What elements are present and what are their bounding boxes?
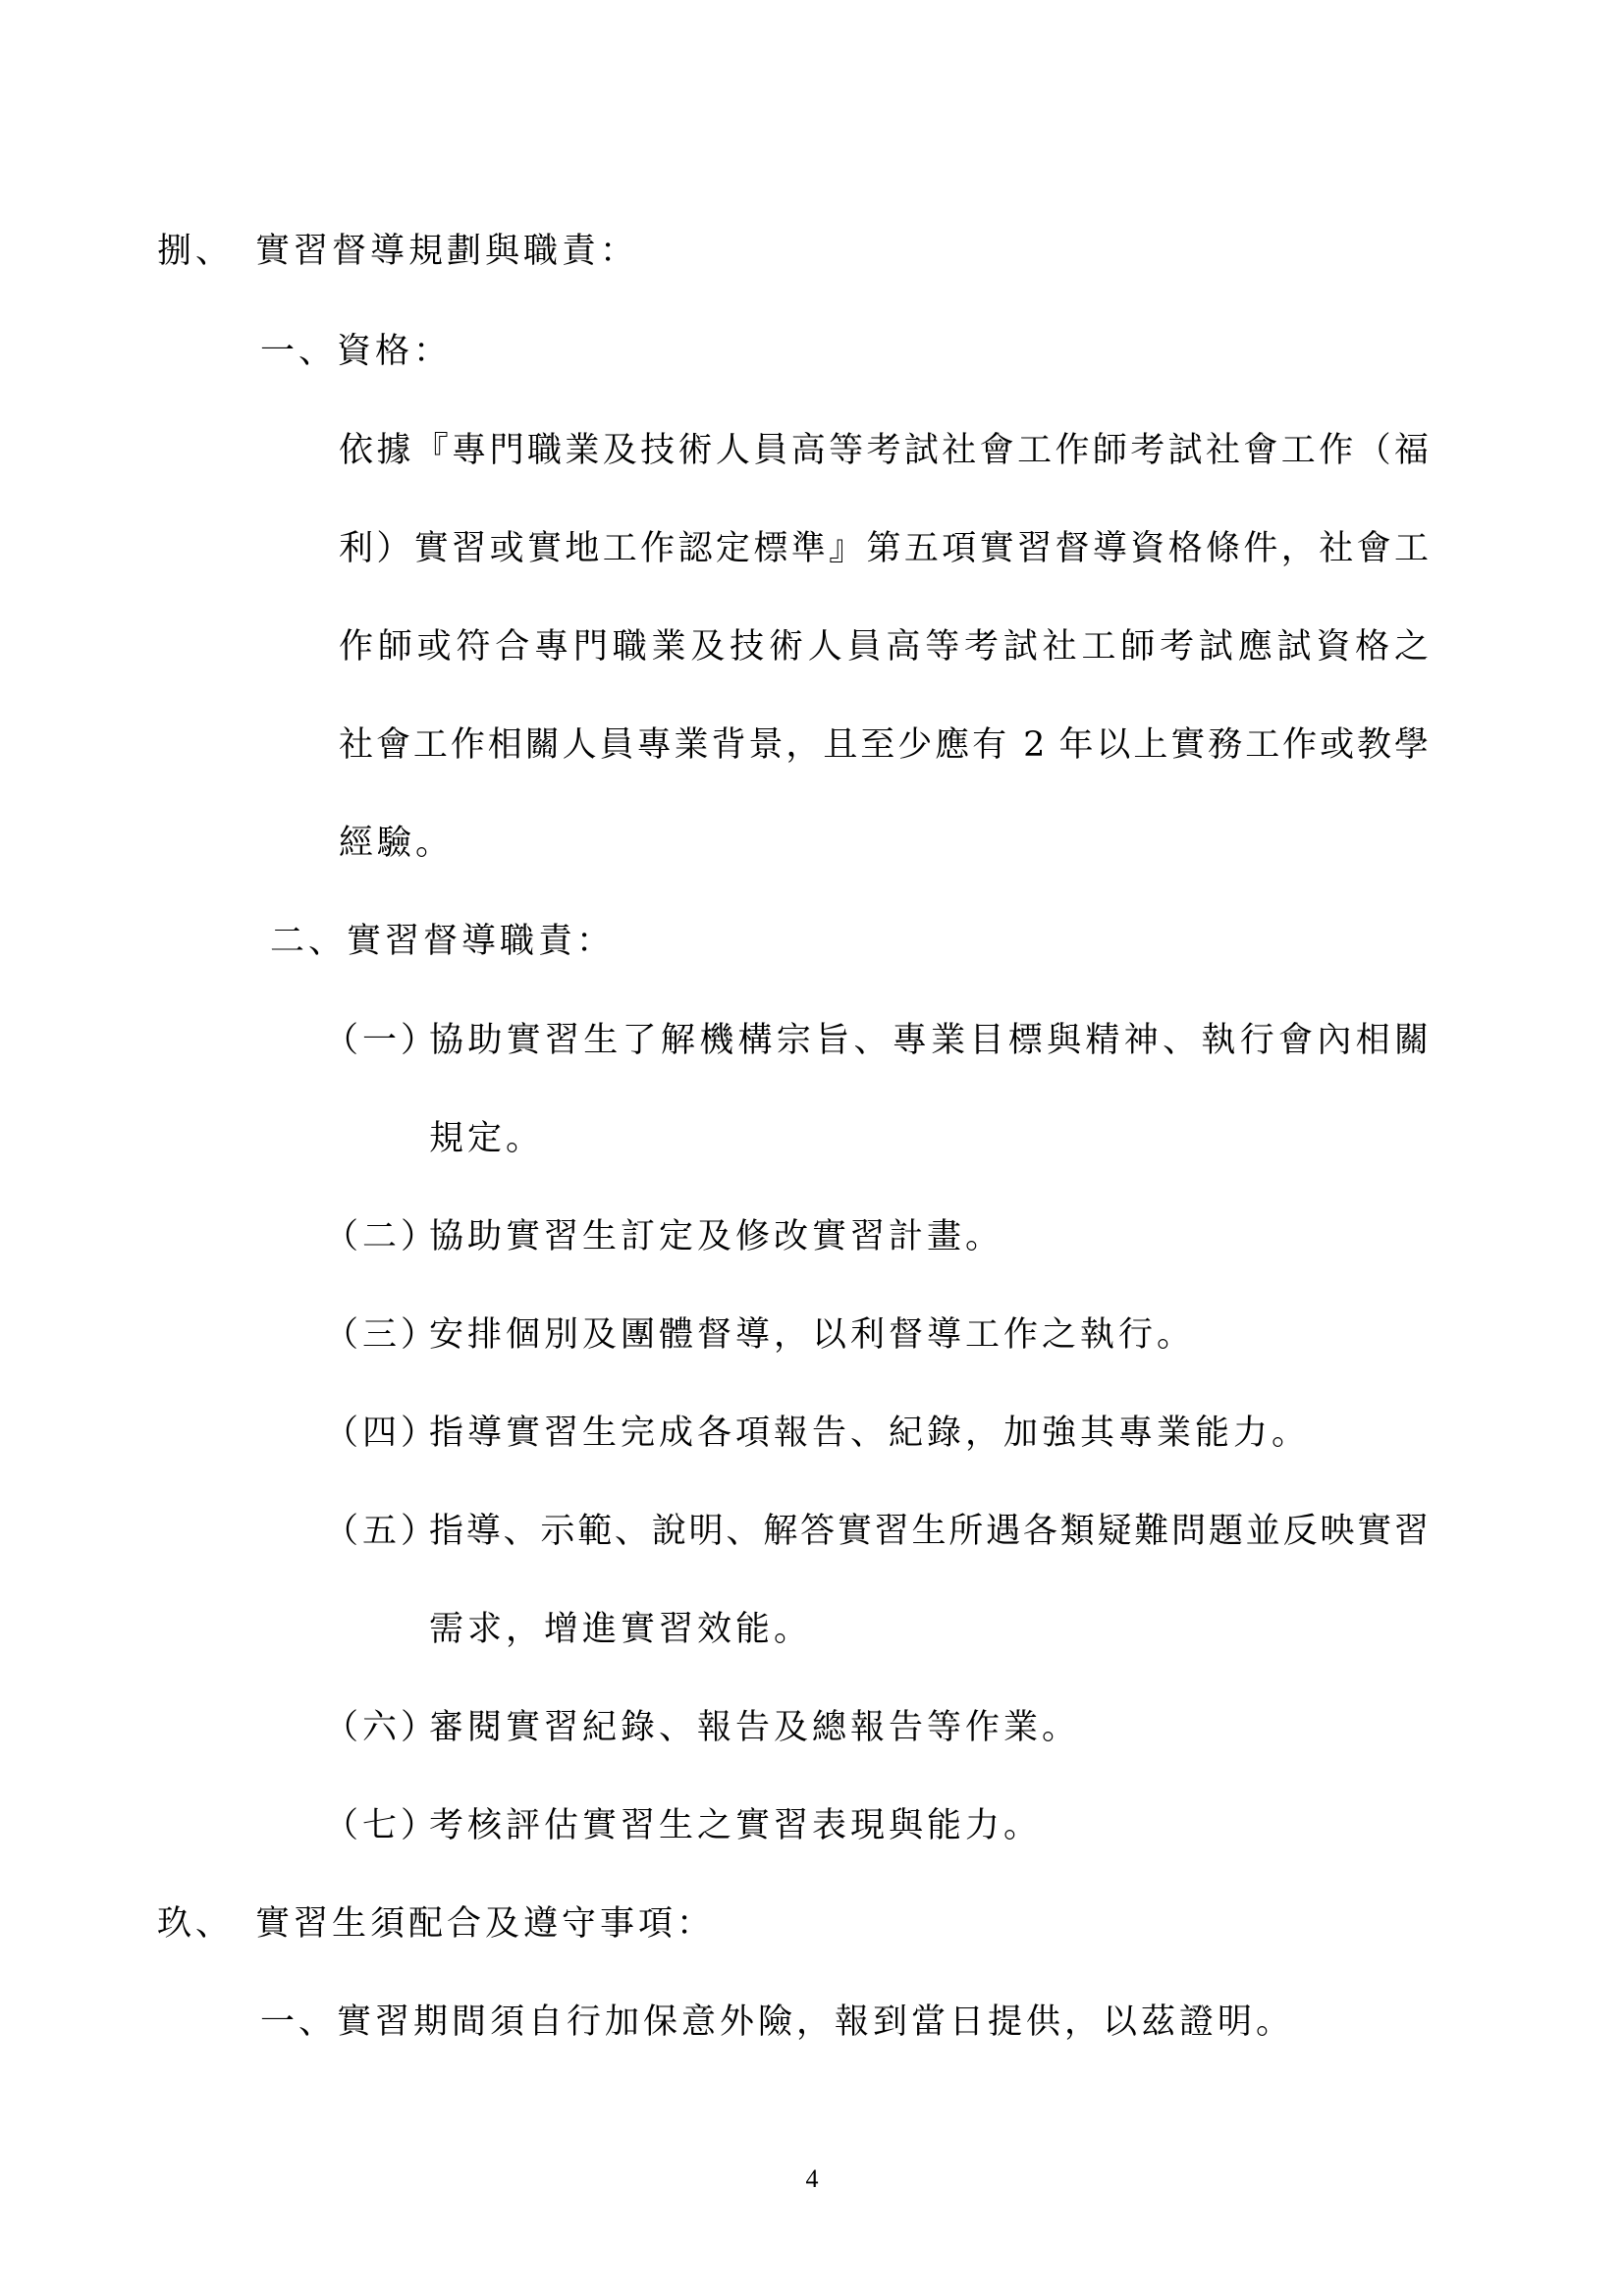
duty-1-marker: （一） [324, 1021, 440, 1060]
duties-heading: 二、實習督導職責： [270, 922, 616, 961]
duty-6-marker: （六） [324, 1708, 440, 1747]
duty-1-continuation: 規定。 [429, 1119, 545, 1158]
qualification-line-1: 依據『專門職業及技術人員高等考試社會工作師考試社會工作（福 [339, 431, 1429, 470]
duty-5-continuation: 需求，增進實習效能。 [429, 1610, 813, 1649]
qualification-line-3: 作師或符合專門職業及技術人員高等考試社工師考試應試資格之 [339, 627, 1429, 667]
duty-7-marker: （七） [324, 1806, 440, 1845]
duty-4-text: 指導實習生完成各項報告、紀錄，加強其專業能力。 [429, 1414, 1311, 1453]
duty-2-text: 協助實習生訂定及修改實習計畫。 [429, 1217, 1004, 1256]
duty-3-marker: （三） [324, 1315, 440, 1355]
duty-5-marker: （五） [324, 1512, 440, 1551]
duty-3-text: 安排個別及團體督導，以利督導工作之執行。 [429, 1315, 1196, 1355]
qualification-line-2: 利）實習或實地工作認定標準』第五項實習督導資格條件，社會工 [339, 529, 1429, 568]
duty-5-text: 指導、示範、說明、解答實習生所遇各類疑難問題並反映實習 [429, 1512, 1429, 1551]
duty-1-text: 協助實習生了解機構宗旨、專業目標與精神、執行會內相關 [429, 1021, 1429, 1060]
duty-7-text: 考核評估實習生之實習表現與能力。 [429, 1806, 1043, 1845]
duty-6-text: 審閱實習紀錄、報告及總報告等作業。 [429, 1708, 1081, 1747]
section-9-title: 實習生須配合及遵守事項： [255, 1904, 716, 1944]
qualification-line-5: 經驗。 [339, 824, 455, 863]
duty-2-marker: （二） [324, 1217, 440, 1256]
section-8-title: 實習督導規劃與職責： [255, 232, 639, 271]
page-number: 4 [805, 2164, 819, 2193]
qualification-heading: 一、資格： [260, 332, 453, 371]
qualification-line-4: 社會工作相關人員專業背景，且至少應有 2 年以上實務工作或教學 [339, 725, 1429, 765]
section-9-label: 玖、 [157, 1904, 235, 1944]
duty-4-marker: （四） [324, 1414, 440, 1453]
section-9-item-1: 一、實習期間須自行加保意外險，報到當日提供，以茲證明。 [260, 2002, 1295, 2042]
section-8-label: 捌、 [157, 232, 235, 271]
